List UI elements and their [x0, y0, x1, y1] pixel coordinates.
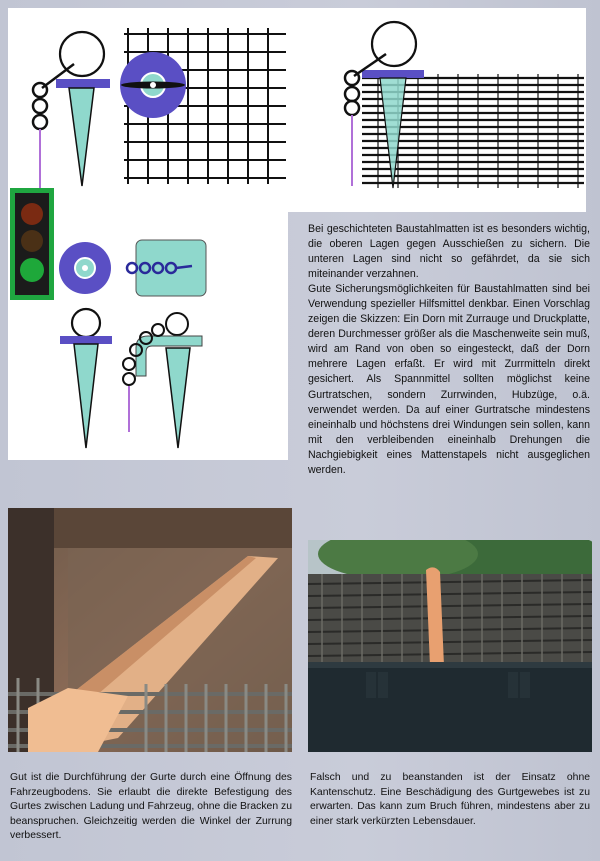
- stack-diagram-panel: [288, 8, 586, 212]
- square-plate-chain: [127, 240, 206, 296]
- photo-strap-through-floor: [8, 508, 292, 752]
- traffic-light-icon: [10, 188, 54, 300]
- lashing-spike-diagrams: [8, 8, 288, 460]
- photo-strap-no-edge-protection: [308, 540, 592, 752]
- body-paragraph-2: Gute Sicherungsmöglichkeiten für Baustahlmatten sind bei Verwendung spezieller Hilfsmittel denkbar. Einen Vorschlag zeigen die Skizzen: Ein Dorn mit Zurrauge und Druckplatte, deren Durchmesser größer als die Maschenweite sein muß, wird am Rand von oben so eingesteckt, daß der Dorn mehrere Lagen erfaßt. Er wird mit Zurrmitteln direkt gesichert. Als Spannmittel sollten möglichst keine Gurtratschen, sondern Zurrwinden, Hubzüge, o.ä. verwendet werden. Da auf einer Gurtratsche mindestens eineinhalb und höchstens drei Windungen sein sollen, kann mit den verbleibenden eineinhalb Drehungen die Nachgiebigkeit eines Mattenstapels nicht ausgeglichen werden.: [308, 283, 590, 476]
- layered-mat-stack-diagram: [288, 8, 586, 212]
- diagram-panel: [8, 8, 288, 460]
- body-paragraph-1: Bei geschichteten Baustahlmatten ist es besonders wichtig, die oberen Lagen gegen Ausschießen zu sichern. Die unteren Lagen sind nicht so gefährdet, da sie sich miteinander verzahnen.: [308, 223, 590, 281]
- disc-top-view-lower: [59, 242, 111, 294]
- body-text: [308, 222, 590, 478]
- spike-side-view-3: [123, 313, 202, 448]
- caption-left: Gut ist die Durchführung der Gurte durch eine Öffnung des Fahrzeugbodens. Sie erlaubt die direkte Befestigung des Gurtes zwischen Ladung und Fahrzeug, ohne die Bracken zu beanspruchen. Gleichzeitig werden die Winkel der Zurrung verbessert.: [10, 772, 292, 842]
- spike-side-view-2: [60, 309, 112, 448]
- spike-side-view-1: [33, 32, 110, 188]
- caption-right: Falsch und zu beanstanden ist der Einsatz ohne Kantenschutz. Eine Beschädigung des Gurtgewebes ist zu erwarten. Das kann zum Bruch führen, mindestens aber zu einer stark verkürzten Lebensdauer.: [310, 772, 590, 827]
